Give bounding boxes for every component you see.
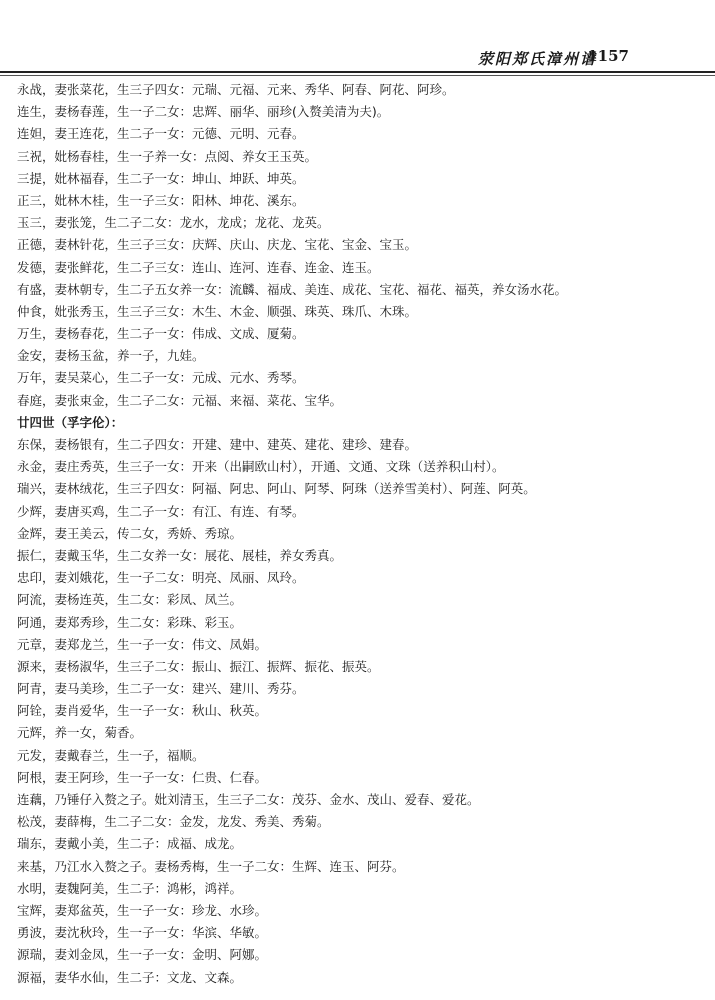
genealogy-entry: 连藕，乃锤仔入赘之子。妣刘清玉，生三子二女：茂芬、金水、茂山、爱春、爱花。 xyxy=(17,792,480,807)
genealogy-entry: 金安，妻杨玉盆，养一子，九娃。 xyxy=(17,348,205,364)
genealogy-entry: 宝辉，妻郑盆英，生一子一女：珍龙、水珍。 xyxy=(17,902,268,918)
genealogy-entry: 正三，妣林木桂，生一子三女：阳林、坤花、溪东。 xyxy=(17,192,305,208)
genealogy-entry: 瑞兴，妻林绒花，生三子四女：阿福、阿忠、阿山、阿琴、阿珠（送养雪美村）、阿莲、阿英。 xyxy=(17,481,536,497)
genealogy-entry: 玉三，妻张笼，生二子二女：龙水，龙成；龙花、龙英。 xyxy=(17,215,330,231)
genealogy-entry: 少辉，妻唐买鸡，生二子一女：有江、有连、有琴。 xyxy=(17,503,305,519)
genealogy-entry: 忠印，妻刘娥花，生一子二女：明亮、凤丽、凤玲。 xyxy=(17,570,305,586)
genealogy-entry: 连妲，妻王连花，生二子一女：元德、元明、元春。 xyxy=(17,126,305,142)
genealogy-entry: 三提，妣林福春，生二子一女：坤山、坤跃、坤英。 xyxy=(17,170,305,186)
genealogy-entry: 阿通，妻郑秀珍，生二女：彩珠、彩玉。 xyxy=(17,614,243,630)
genealogy-entry: 永战，妻张菜花，生三子四女：元瑞、元福、元来、秀华、阿春、阿花、阿珍。 xyxy=(17,82,455,97)
header-rule xyxy=(0,71,715,73)
genealogy-entry: 阿青，妻马美珍，生二子一女：建兴、建川、秀芬。 xyxy=(17,681,305,697)
genealogy-entry: 仲食，妣张秀玉，生三子三女：木生、木金、顺强、珠英、珠爪、木珠。 xyxy=(17,303,418,319)
genealogy-entry: 阿铨，妻肖爱华，生一子一女：秋山、秋英。 xyxy=(17,703,268,719)
genealogy-entry: 春庭，妻张束金，生二子二女：元福、来福、菜花、宝华。 xyxy=(17,392,343,408)
genealogy-entry: 源瑞，妻刘金凤，生一子一女：金明、阿娜。 xyxy=(17,947,268,963)
genealogy-entry: 松茂，妻薛梅，生二子二女：金发，龙发、秀美、秀菊。 xyxy=(17,814,330,830)
genealogy-entry: 万生，妻杨春花，生二子一女：伟成、文成、厦菊。 xyxy=(17,326,305,342)
genealogy-entry: 振仁，妻戴玉华，生二女养一女：展花、展桂，养女秀真。 xyxy=(17,547,343,563)
genealogy-entry: 东保，妻杨银有，生二子四女：开建、建中、建英、建花、建珍、建春。 xyxy=(17,437,418,452)
genealogy-entry: 元发，妻戴春兰，生一子，福顺。 xyxy=(17,747,205,763)
header-rule-thin xyxy=(0,75,715,76)
genealogy-entry: 瑞东，妻戴小美，生二子：成福、成龙。 xyxy=(17,836,243,852)
running-header xyxy=(0,44,715,70)
genealogy-entry: 源福，妻华水仙，生二子：文龙、文森。 xyxy=(17,969,243,985)
genealogy-entry: 连生，妻杨春莲，生一子二女：忠辉、丽华、丽珍(入赘美清为夫)。 xyxy=(17,104,390,120)
genealogy-entry: 元辉，养一女，菊香。 xyxy=(17,725,143,741)
genealogy-entry: 金辉，妻王美云，传二女，秀娇、秀琼。 xyxy=(17,525,243,541)
header-title: 荥阳郑氏漳州谱 xyxy=(477,50,597,68)
genealogy-entry: 来基，乃江水入赘之子。妻杨秀梅，生一子二女：生辉、连玉、阿芬。 xyxy=(17,858,405,874)
genealogy-entry: 有盛，妻林朝专，生二子五女养一女：流麟、福成、美连、成花、宝花、福花、福英，养女汤水花。 xyxy=(17,281,568,297)
genealogy-entry: 源来，妻杨淑华，生三子二女：振山、振江、振辉、振花、振英。 xyxy=(17,658,380,674)
genealogy-entry: 水明，妻魏阿美，生二子：鸿彬，鸿祥。 xyxy=(17,880,243,896)
genealogy-entry: 阿根，妻王阿珍，生一子一女：仁贵、仁春。 xyxy=(17,769,268,785)
genealogy-entry: 勇波，妻沈秋玲，生一子一女：华滨、华敏。 xyxy=(17,925,268,941)
genealogy-entry: 元章，妻郑龙兰，生一子一女：伟文、凤娟。 xyxy=(17,636,268,652)
genealogy-entry: 万年，妻吴菜心，生二子一女：元成、元水、秀琴。 xyxy=(17,370,305,386)
genealogy-entry: 阿流，妻杨连英，生二女：彩凤、凤兰。 xyxy=(17,592,243,608)
genealogy-entry: 三祝，妣杨春桂，生一子养一女：点阅、养女王玉英。 xyxy=(17,148,318,164)
genealogy-entries xyxy=(17,79,707,989)
genealogy-entry: 正德，妻林针花，生三子三女：庆辉、庆山、庆龙、宝花、宝金、宝玉。 xyxy=(17,237,418,253)
page-number: 1157 xyxy=(587,47,629,65)
section-heading: 廿四世（孚字伦）： xyxy=(17,414,124,430)
genealogy-entry: 永金，妻庄秀英，生三子一女：开来（出嗣欧山村），开通、文通、文珠（送养积山村）。 xyxy=(17,459,505,475)
genealogy-entry: 发德，妻张鲜花，生二子三女：连山、连河、连春、连金、连玉。 xyxy=(17,259,380,275)
